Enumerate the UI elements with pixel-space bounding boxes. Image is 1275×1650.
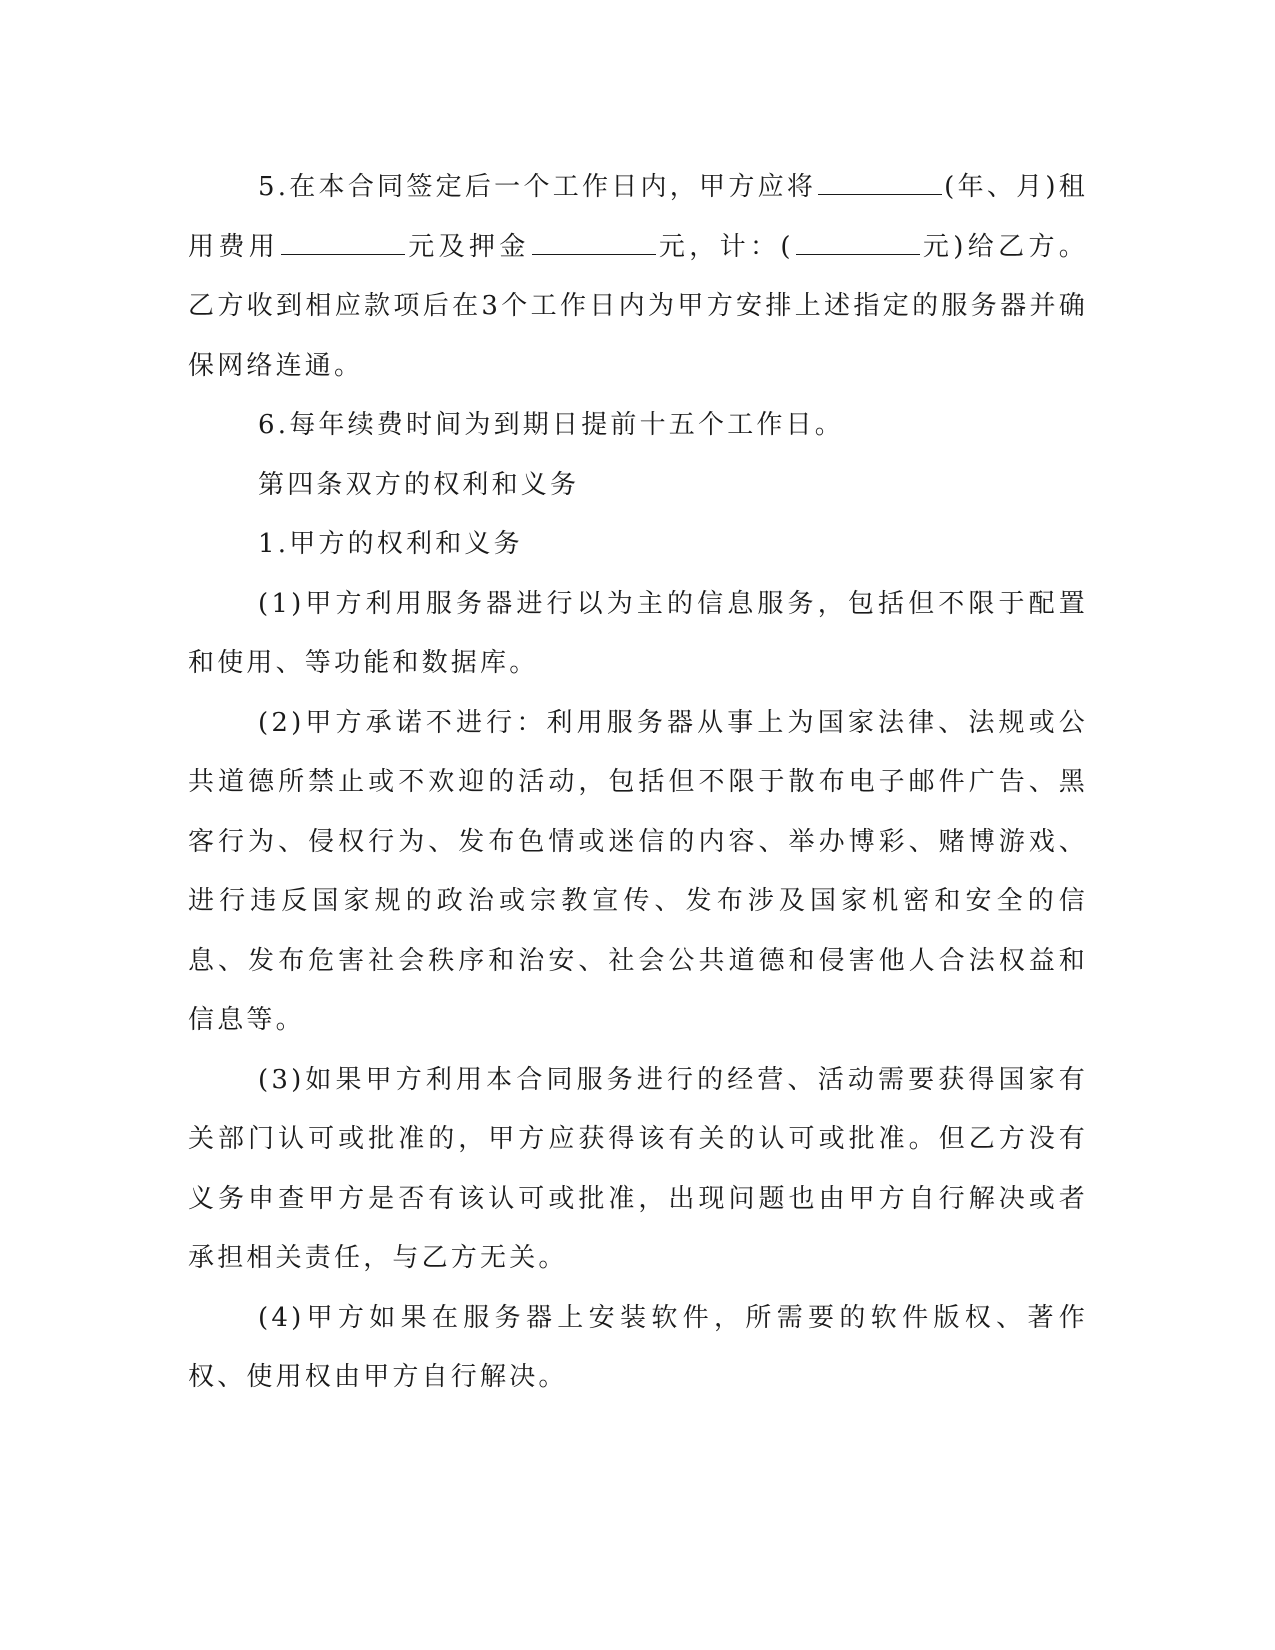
blank-total <box>796 230 920 255</box>
payment-text-prefix: 5.在本合同签定后一个工作日内，甲方应将 <box>258 172 817 202</box>
paragraph-payment-terms <box>188 158 1088 396</box>
section-title-rights-obligations: 第四条双方的权利和义务 <box>258 469 580 500</box>
paragraph-renewal: 6.每年续费时间为到期日提前十五个工作日。 <box>258 410 845 440</box>
clause-item-2: (2)甲方承诺不进行：利用服务器从事上为国家法律、法规或公共道德所禁止或不欢迎的活动，包括但不限于散布电子邮件广告、黑客行为、侵权行为、发布色情或迷信的内容、举办博彩、赌博游戏、进行违反国家规的政治或宗教宣传、发布涉及国家机密和安全的信息、发布危害社会秩序和治安、社会公共道德和侵害他人合法权益和信息等。 <box>188 707 1088 1035</box>
payment-text-deposit: 元及押金 <box>407 231 530 262</box>
payment-text-total: 元，计：( <box>657 231 794 262</box>
blank-rental-fee <box>281 230 405 255</box>
document-body <box>188 158 1088 1408</box>
subsection-title-party-a: 1.甲方的权利和义务 <box>258 529 523 559</box>
blank-rental-period <box>818 170 942 195</box>
payment-text-suffix: 元)给乙方。乙方收到相应款项后在3个工作日内为甲方安排上述指定的服务器并确保网络连通。 <box>188 231 1089 381</box>
blank-deposit <box>532 230 656 255</box>
clause-item-3: (3)如果甲方利用本合同服务进行的经营、活动需要获得国家有关部门认可或批准的，甲方应获得该有关的认可或批准。但乙方没有义务申查甲方是否有该认可或批准，出现问题也由甲方自行解决或者承担相关责任，与乙方无关。 <box>188 1064 1088 1273</box>
payment-text-rental-fee: (年、月)租用费用 <box>188 172 1088 262</box>
clause-item-1: (1)甲方利用服务器进行以为主的信息服务，包括但不限于配置和使用、等功能和数据库。 <box>188 588 1088 678</box>
clause-item-4: (4)甲方如果在服务器上安装软件，所需要的软件版权、著作权、使用权由甲方自行解决。 <box>188 1302 1088 1392</box>
